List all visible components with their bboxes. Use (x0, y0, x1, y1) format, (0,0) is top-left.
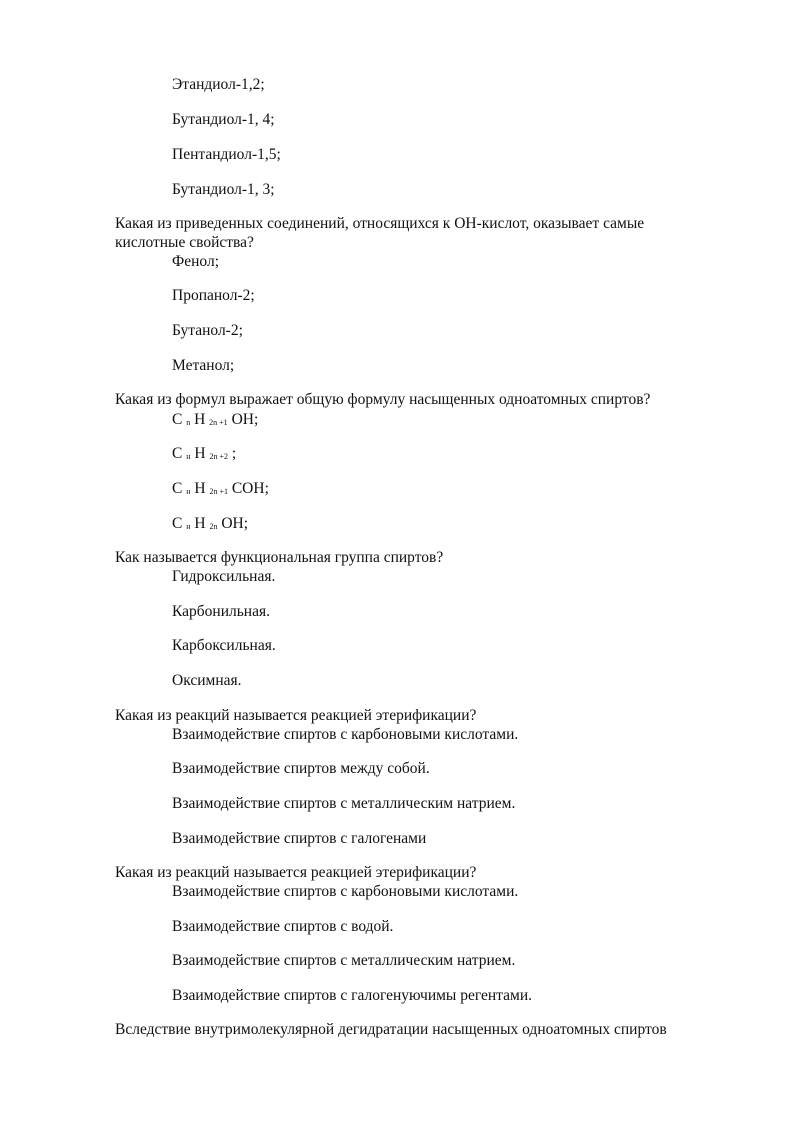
formula-option (172, 410, 258, 433)
formula-sub: 2n (209, 522, 218, 531)
formula-sub: 2n +1 (209, 487, 228, 496)
answer-option: Взаимодействие спиртов с карбоновыми кислотами. (172, 726, 519, 743)
formula-sub: 2n +2 (209, 452, 228, 461)
question-text: Вследствие внутримолекулярной дегидратации насыщенных одноатомных спиртов (115, 1021, 667, 1038)
question-text: Какая из реакций называется реакцией этерификации? (115, 707, 477, 724)
question-text: Какая из формул выражает общую формулу насыщенных одноатомных спиртов? (115, 391, 651, 408)
formula-option (172, 444, 236, 467)
answer-option: Взаимодействие спиртов с металлическим натрием. (172, 952, 516, 969)
formula-rest: OH; (231, 411, 259, 428)
question-text: кислотные свойства? (115, 234, 254, 251)
formula-h: H (194, 411, 206, 428)
formula-sub: н (186, 522, 191, 531)
answer-option: Бутандиол-1, 4; (172, 111, 275, 128)
formula-c: C (172, 411, 183, 428)
answer-option: Взаимодействие спиртов с водой. (172, 918, 394, 935)
answer-option: Пропанол-2; (172, 287, 255, 304)
answer-option: Взаимодействие спиртов с галогенуючимы регентами. (172, 987, 533, 1004)
formula-rest: OH; (221, 515, 249, 532)
formula-h: H (194, 515, 206, 532)
answer-option: Бутандиол-1, 3; (172, 181, 275, 198)
question-text: Какая из реакций называется реакцией этерификации? (115, 864, 477, 881)
formula-sub: н (186, 487, 191, 496)
formula-option (172, 514, 248, 537)
answer-option: Фенол; (172, 253, 220, 270)
formula-c: C (172, 445, 183, 462)
formula-rest: ; (231, 445, 237, 462)
answer-option: Этандиол-1,2; (172, 76, 265, 93)
formula-sub: n (186, 418, 191, 427)
answer-option: Пентандиол-1,5; (172, 146, 281, 163)
answer-option: Взаимодействие спиртов с металлическим натрием. (172, 795, 516, 812)
answer-option: Оксимная. (172, 672, 242, 689)
question-text: Как называется функциональная группа спиртов? (115, 549, 444, 566)
answer-option: Метанол; (172, 357, 235, 374)
answer-option: Бутанол-2; (172, 322, 243, 339)
formula-rest: COH; (231, 480, 269, 497)
answer-option: Взаимодействие спиртов с галогенами (172, 830, 427, 847)
answer-option: Взаимодействие спиртов между собой. (172, 760, 430, 777)
formula-c: C (172, 480, 183, 497)
answer-option: Карбонильная. (172, 603, 270, 620)
formula-sub: 2n +1 (209, 418, 228, 427)
formula-h: H (194, 480, 206, 497)
formula-option (172, 479, 269, 502)
answer-option: Взаимодействие спиртов с карбоновыми кислотами. (172, 883, 519, 900)
formula-h: H (194, 445, 206, 462)
formula-c: C (172, 515, 183, 532)
answer-option: Карбоксильная. (172, 637, 276, 654)
formula-sub: н (186, 452, 191, 461)
answer-option: Гидроксильная. (172, 568, 276, 585)
question-text: Какая из приведенных соединений, относящихся к ОН-кислот, оказывает самые (115, 215, 645, 232)
